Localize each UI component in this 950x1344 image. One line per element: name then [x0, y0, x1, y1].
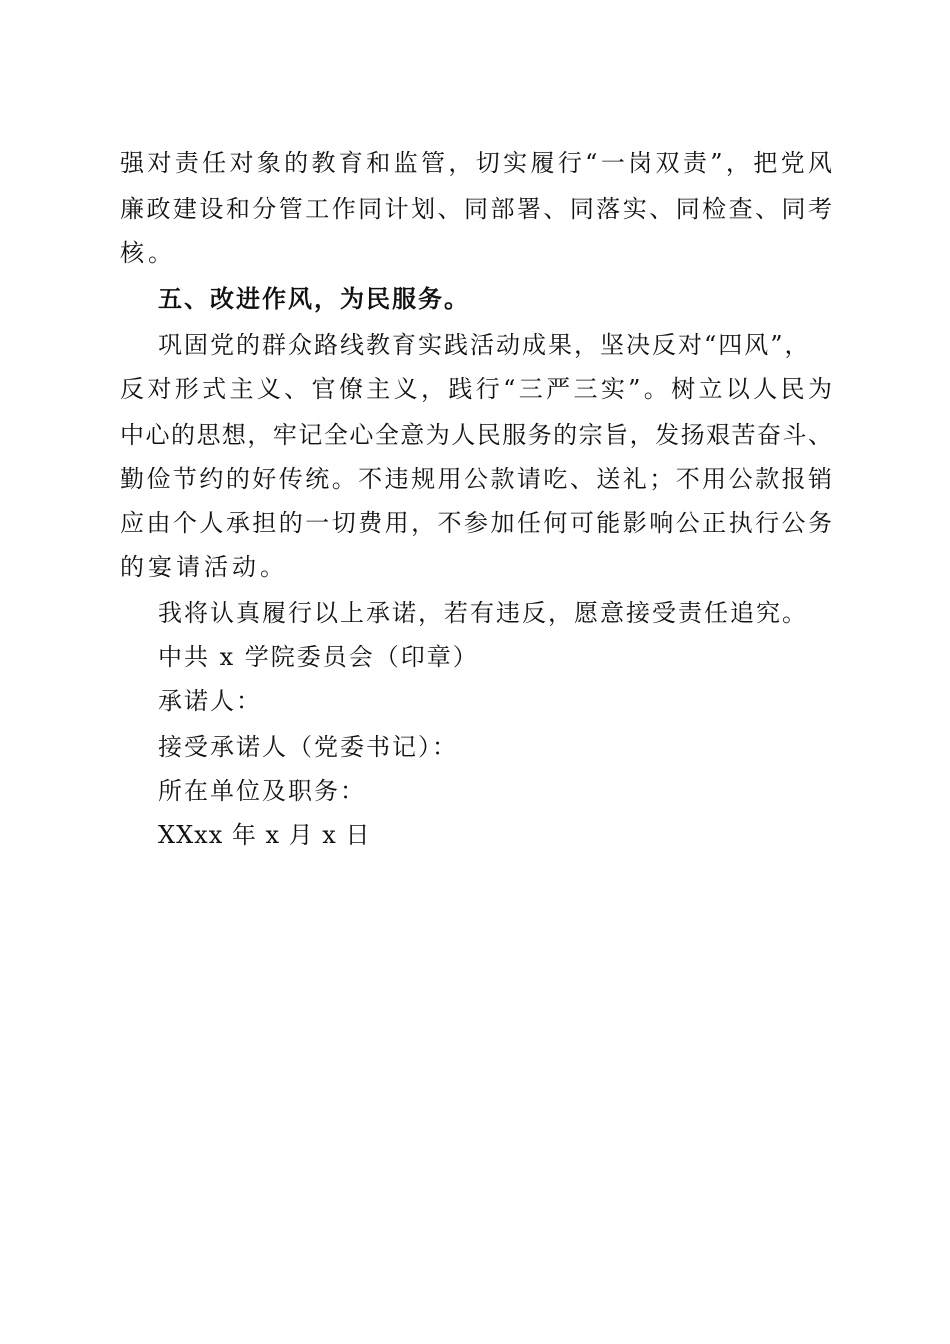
- organization-seal-line: 中共 x 学院委员会（印章）: [158, 643, 479, 671]
- unit-position-line: 所在单位及职务：: [158, 777, 366, 805]
- paragraph-line: 核。: [120, 239, 176, 267]
- paragraph-line: 勤俭节约的好传统。不违规用公款请吃、送礼；不用公款报销: [120, 465, 832, 493]
- paragraph-line: 强对责任对象的教育和监管，切实履行“一岗双责”，把党风: [120, 149, 832, 177]
- paragraph-line: 反对形式主义、官僚主义，践行“三严三实”。树立以人民为: [120, 375, 832, 403]
- acceptor-line: 接受承诺人（党委书记）：: [158, 733, 458, 761]
- date-line: XXxx 年 x 月 x 日: [158, 821, 371, 849]
- section-heading: 五、改进作风，为民服务。: [158, 285, 470, 313]
- paragraph-line: 应由个人承担的一切费用，不参加任何可能影响公正执行公务: [120, 509, 832, 537]
- paragraph-line: 巩固党的群众路线教育实践活动成果，坚决反对“四风”，: [158, 331, 811, 359]
- paragraph-line: 的宴请活动。: [120, 553, 288, 581]
- paragraph-line: 廉政建设和分管工作同计划、同部署、同落实、同检查、同考: [120, 195, 832, 223]
- pledge-statement: 我将认真履行以上承诺，若有违反，愿意接受责任追究。: [158, 599, 808, 627]
- paragraph-line: 中心的思想，牢记全心全意为人民服务的宗旨，发扬艰苦奋斗、: [120, 421, 832, 449]
- promisor-line: 承诺人：: [158, 687, 262, 715]
